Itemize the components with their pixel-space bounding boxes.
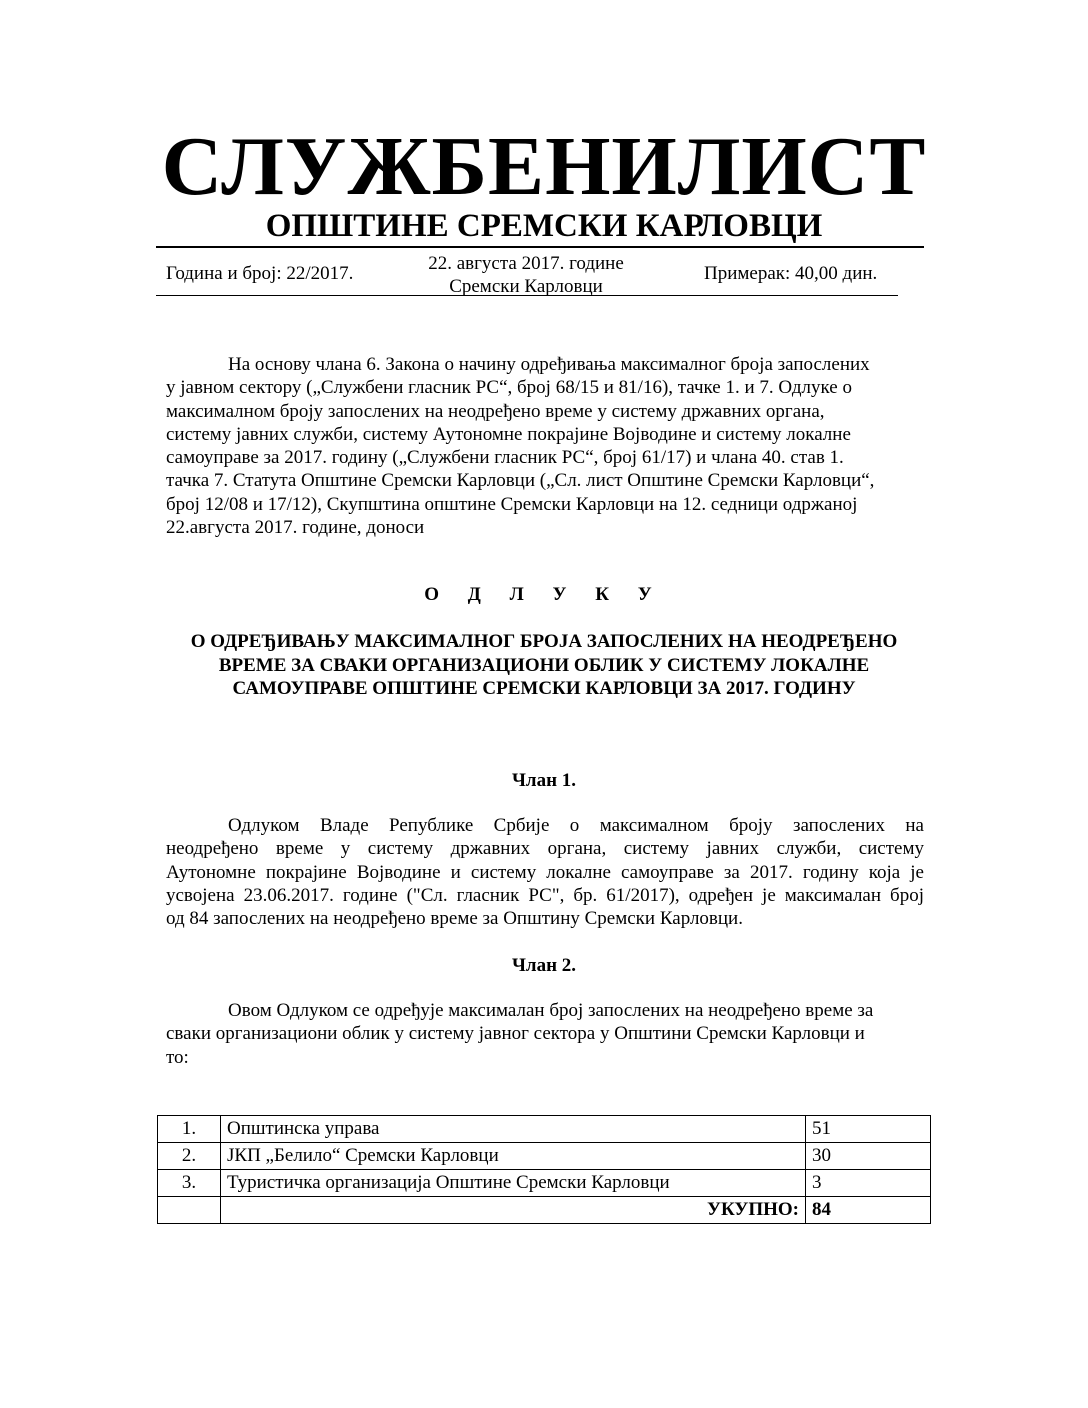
decision-subtitle-line: САМОУПРАВЕ ОПШТИНЕ СРЕМСКИ КАРЛОВЦИ ЗА 2017. ГОДИНУ: [232, 678, 856, 699]
preamble-paragraph: [166, 353, 924, 539]
article-2-line: то:: [166, 1046, 189, 1068]
organization-name: Туристичка организација Општине Сремски Карловци: [221, 1170, 806, 1197]
decision-subtitle: [156, 630, 932, 701]
article-2-heading: Члан 2.: [511, 955, 577, 976]
employee-allocation-table: [157, 1115, 931, 1224]
table-row: [158, 1170, 931, 1197]
article-1-heading: Члан 1.: [511, 770, 577, 791]
preamble-line: тачка 7. Статута Општине Сремски Карловци („Сл. лист Општине Сремски Карловци“,: [166, 470, 875, 492]
issue-date: [400, 252, 652, 298]
article-2-line: Овом Одлуком се одређује максималан број запослених на неодређено време за: [228, 1000, 874, 1021]
article-1-line: Аутономне покрајине Војводине и систему локалне самоуправе за 2017. годину која је: [166, 861, 924, 883]
article-1-line: неодређено време у систему државних органа, систему јавних служби, систему: [166, 838, 924, 860]
row-number: 1.: [158, 1116, 221, 1143]
preamble-line: у јавном сектору („Службени гласник РС“, број 68/15 и 81/16), тачке 1. и 7. Одлуке о: [166, 377, 852, 399]
table-row: [158, 1143, 931, 1170]
issue-number: Година и број: 22/2017.: [166, 263, 354, 284]
total-value: 84: [806, 1197, 931, 1224]
row-number: 3.: [158, 1170, 221, 1197]
decision-title: О Д Л У К У: [424, 584, 664, 605]
table-row: [158, 1116, 931, 1143]
article-2-paragraph: [166, 999, 924, 1069]
preamble-line: самоуправе за 2017. годину („Службени гласник РС“, број 61/17) и члана 40. став 1.: [166, 447, 844, 469]
article-2-line: сваки организациони облик у систему јавног сектора у Општини Сремски Карловци и: [166, 1023, 865, 1045]
decision-subtitle-line: ВРЕМЕ ЗА СВАКИ ОРГАНИЗАЦИОНИ ОБЛИК У СИСТЕМУ ЛОКАЛНЕ: [218, 654, 870, 676]
row-number: 2.: [158, 1143, 221, 1170]
issue-date-line: 22. августа 2017. године: [428, 253, 624, 274]
employee-count: 30: [806, 1143, 931, 1170]
preamble-line: максималном броју запослених на неодређено време у систему државних органа,: [166, 400, 825, 422]
issue-price: Примерак: 40,00 дин.: [704, 263, 878, 284]
preamble-line: систему јавних служби, систему Аутономне покрајине Војводине и систему локалне: [166, 423, 851, 445]
gazette-subtitle: ОПШТИНЕ СРЕМСКИ КАРЛОВЦИ: [265, 208, 823, 244]
header-rule-bottom: [156, 295, 898, 296]
preamble-line: број 12/08 и 17/12), Скупштина општине Сремски Карловци на 12. седници одржаној: [166, 493, 858, 515]
total-label: УКУПНО:: [221, 1197, 806, 1224]
employee-count: 51: [806, 1116, 931, 1143]
issue-place-line: Сремски Карловци: [449, 276, 603, 297]
article-1-line: од 84 запослених на неодређено време за Општину Сремски Карловци.: [166, 908, 743, 930]
decision-subtitle-line: О ОДРЕЂИВАЊУ МАКСИМАЛНОГ БРОЈА ЗАПОСЛЕНИХ НА НЕОДРЕЂЕНО: [190, 631, 898, 652]
article-1-paragraph: [166, 814, 924, 930]
empty-cell: [158, 1197, 221, 1224]
table-total-row: [158, 1197, 931, 1224]
gazette-title: СЛУЖБЕНИЛИСТ: [161, 120, 927, 213]
preamble-line: На основу члана 6. Закона о начину одређивања максималног броја запослених: [228, 354, 870, 375]
preamble-line: 22.августа 2017. године, доноси: [166, 517, 425, 539]
employee-count: 3: [806, 1170, 931, 1197]
header-rule-top: [156, 246, 924, 248]
article-1-line: Одлуком Владе Републике Србије о максималном броју запослених на: [228, 815, 924, 836]
organization-name: ЈКП „Белило“ Сремски Карловци: [221, 1143, 806, 1170]
article-1-line: усвојена 23.06.2017. године ("Сл. гласник РС", бр. 61/2017), одређен је максималан број: [166, 884, 924, 906]
organization-name: Општинска управа: [221, 1116, 806, 1143]
